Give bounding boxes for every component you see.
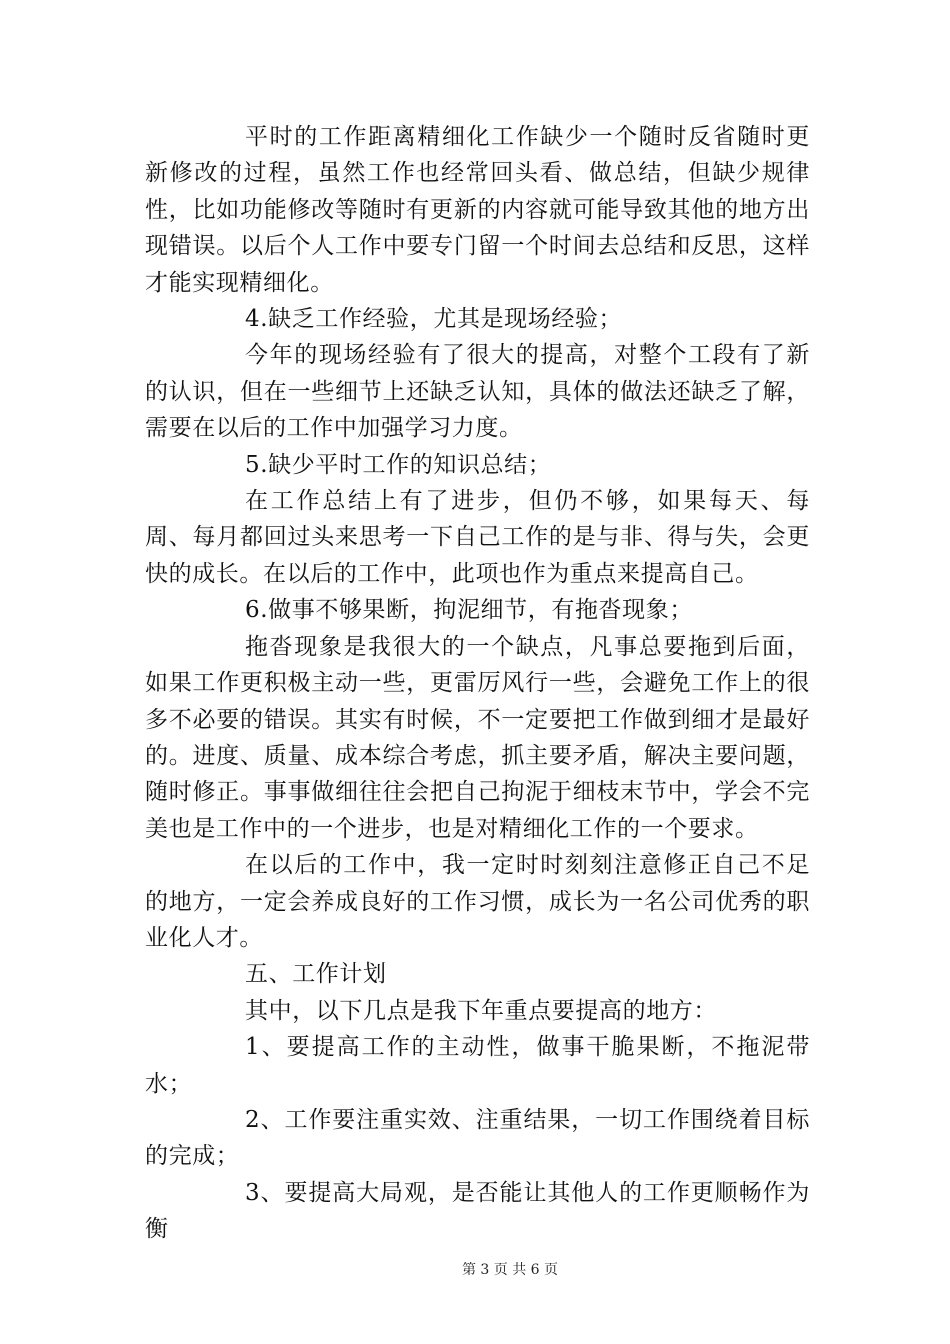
paragraph: 在工作总结上有了进步，但仍不够，如果每天、每周、每月都回过头来思考一下自己工作的是与非、得与失，会更快的成长。在以后的工作中，此项也作为重点来提高自己。 bbox=[145, 488, 810, 587]
paragraph: 拖沓现象是我很大的一个缺点，凡事总要拖到后面，如果工作更积极主动一些，更雷厉风行一些，会避免工作上的很多不必要的错误。其实有时候，不一定要把工作做到细才是最好的。进度、质量、成本综合考虑，抓主要矛盾，解决主要问题，随时修正。事事做细往往会把自己拘泥于细枝末节中，学会不完美也是工作中的一个进步，也是对精细化工作的一个要求。 bbox=[145, 633, 810, 842]
document-body bbox=[145, 119, 810, 1248]
list-heading-4: 4.缺乏工作经验，尤其是现场经验； bbox=[245, 306, 623, 333]
list-heading-5: 5.缺少平时工作的知识总结； bbox=[245, 451, 552, 478]
paragraph: 其中，以下几点是我下年重点要提高的地方： bbox=[245, 997, 717, 1024]
list-heading-6: 6.做事不够果断，拘泥细节，有拖沓现象； bbox=[245, 597, 693, 624]
plan-item-1: 1、要提高工作的主动性，做事干脆果断，不拖泥带水； bbox=[145, 1034, 810, 1097]
plan-item-2: 2、工作要注重实效、注重结果，一切工作围绕着目标的完成； bbox=[145, 1106, 810, 1170]
page-number: 第 3 页 共 6 页 bbox=[461, 1262, 559, 1278]
section-heading: 五、工作计划 bbox=[245, 961, 387, 988]
paragraph: 今年的现场经验有了很大的提高，对整个工段有了新的认识，但在一些细节上还缺乏认知，具体的做法还缺乏了解，需要在以后的工作中加强学习力度。 bbox=[145, 342, 810, 442]
plan-item-3: 3、要提高大局观，是否能让其他人的工作更顺畅作为衡 bbox=[145, 1179, 810, 1243]
paragraph: 平时的工作距离精细化工作缺少一个随时反省随时更新修改的过程，虽然工作也经常回头看、做总结，但缺少规律性，比如功能修改等随时有更新的内容就可能导致其他的地方出现错误。以后个人工作中要专门留一个时间去总结和反思，这样才能实现精细化。 bbox=[145, 124, 810, 296]
paragraph: 在以后的工作中，我一定时时刻刻注意修正自己不足的地方，一定会养成良好的工作习惯，成长为一名公司优秀的职业化人才。 bbox=[145, 852, 810, 951]
page-footer bbox=[0, 1259, 950, 1279]
